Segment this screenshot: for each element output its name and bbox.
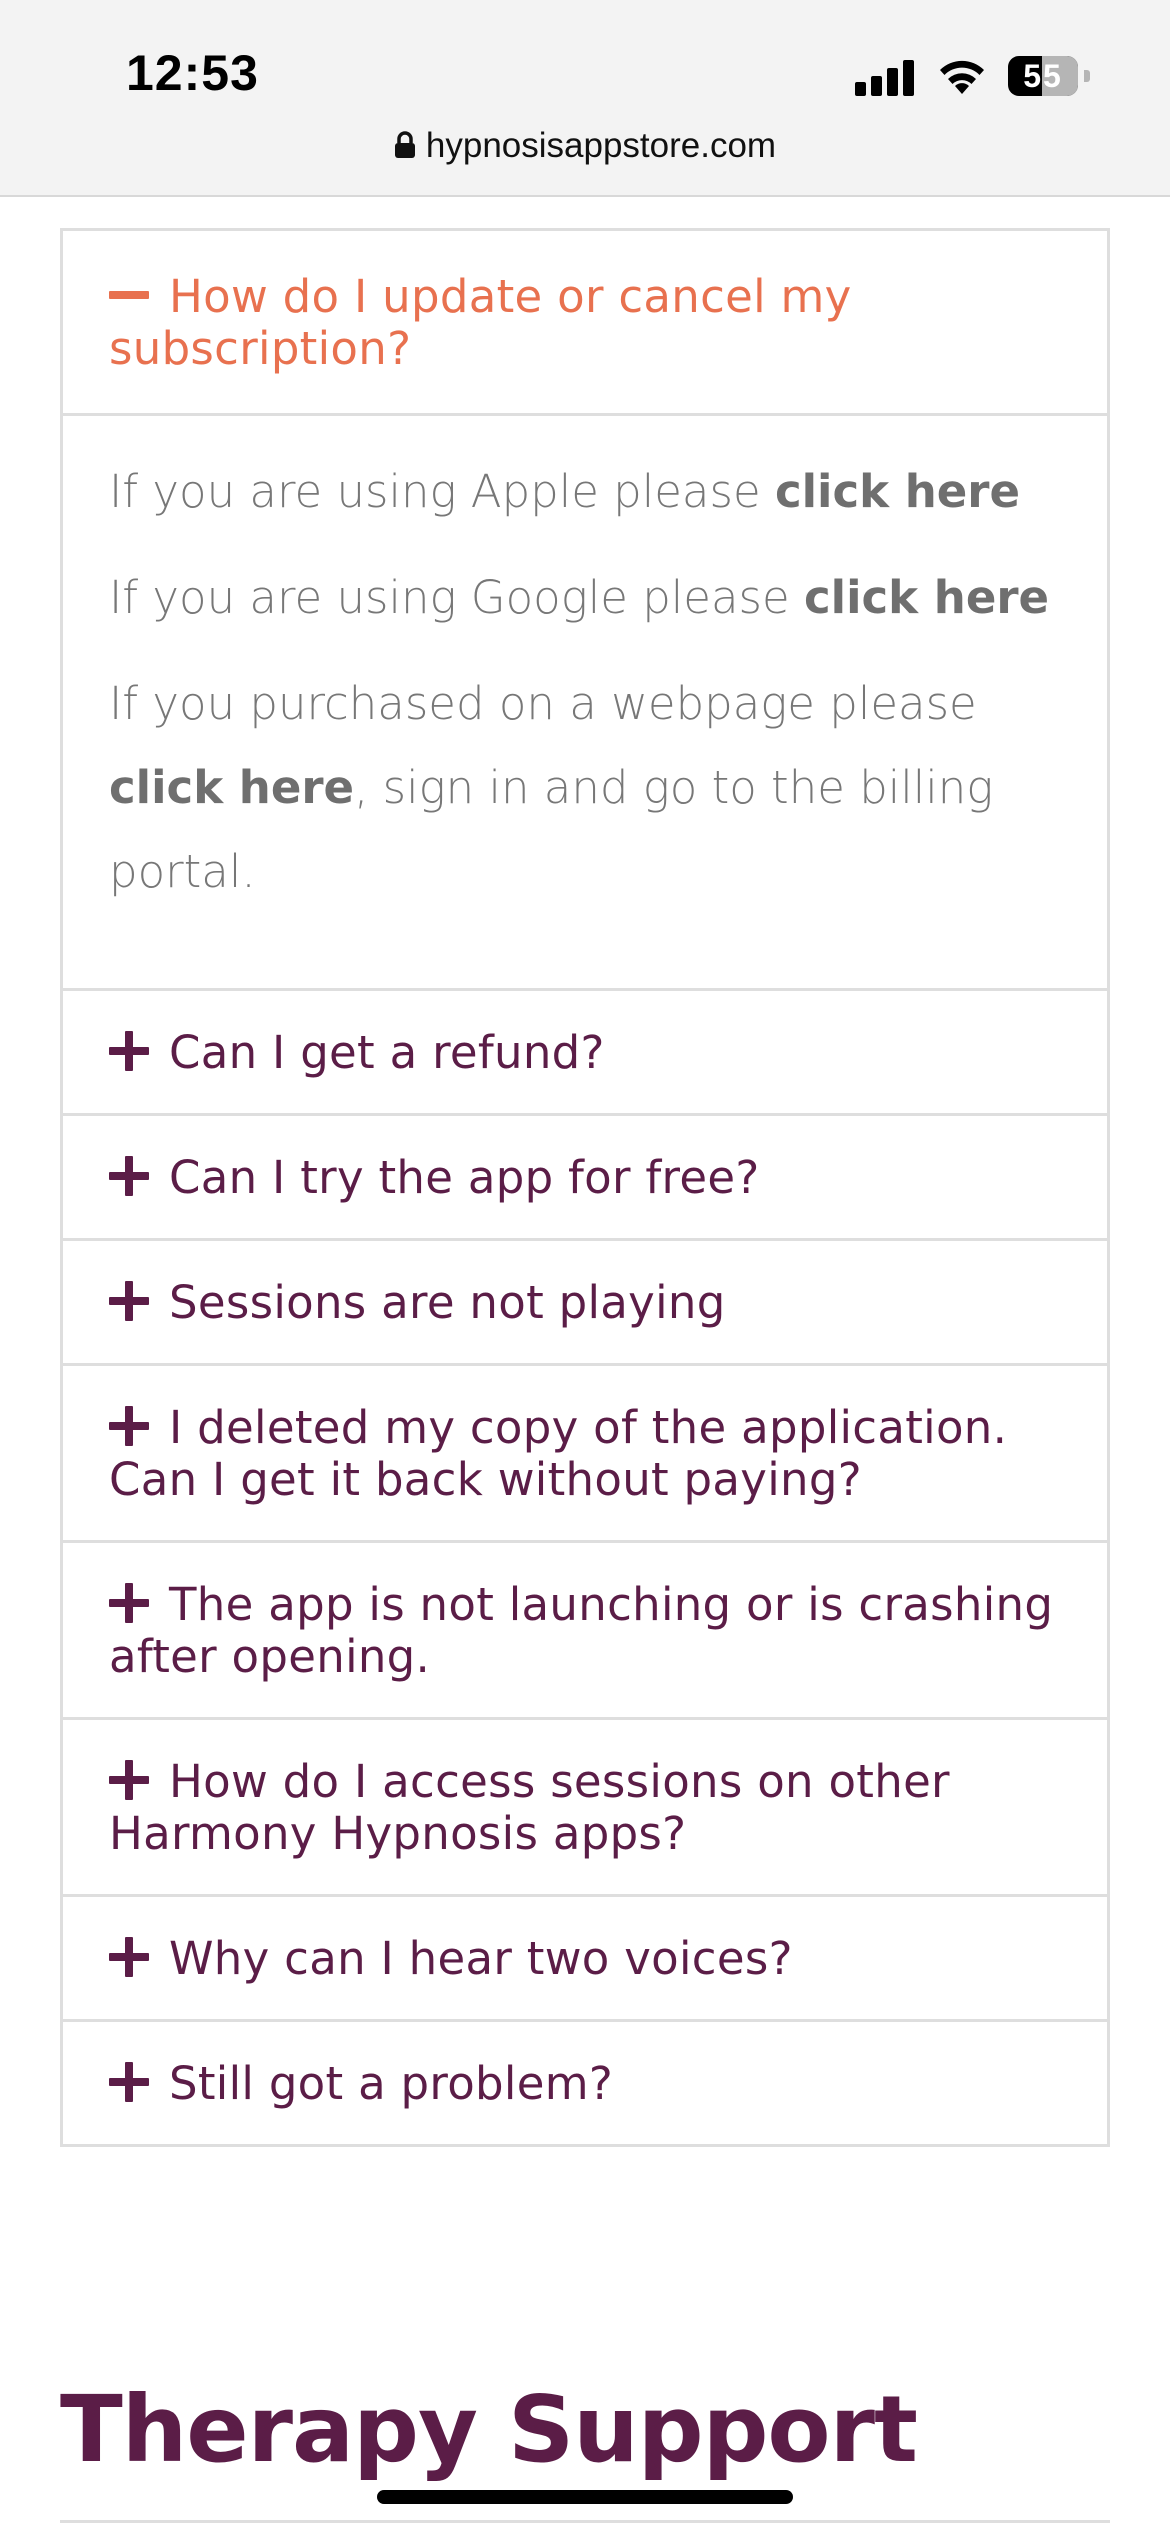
answer-google (109, 556, 1063, 640)
url-text: hypnosisappstore.com (425, 126, 777, 165)
address-bar[interactable] (0, 126, 1170, 166)
faq-item (63, 1720, 1107, 1897)
next-section-box (60, 2520, 1110, 2532)
faq-question-text: I deleted my copy of the application. Can I get it back without paying? (109, 1401, 1008, 1506)
faq-question-other-apps[interactable] (63, 1720, 1107, 1894)
answer-apple-text: If you are using Apple please (109, 465, 775, 518)
answer-web (109, 662, 1063, 914)
faq-question-two-voices[interactable] (63, 1897, 1107, 2019)
faq-question-free-trial[interactable] (63, 1116, 1107, 1238)
faq-accordion (60, 228, 1110, 2147)
answer-web-text: If you purchased on a webpage please (109, 677, 977, 730)
faq-question-text: Sessions are not playing (169, 1276, 726, 1329)
battery-level: 55 (1023, 58, 1063, 94)
plus-icon (109, 1281, 149, 1321)
faq-item (63, 2022, 1107, 2144)
faq-question-text: Can I try the app for free? (169, 1151, 760, 1204)
home-indicator[interactable] (377, 2490, 793, 2504)
faq-question-refund[interactable] (63, 991, 1107, 1113)
wifi-icon (936, 54, 988, 96)
battery-tip (1084, 70, 1090, 82)
faq-item (63, 1241, 1107, 1366)
minus-icon (109, 275, 149, 315)
status-time: 12:53 (126, 45, 259, 101)
faq-question-text: How do I access sessions on other Harmony Hypnosis apps? (109, 1755, 950, 1860)
plus-icon (109, 2062, 149, 2102)
faq-item (63, 1897, 1107, 2022)
answer-google-text: If you are using Google please (109, 571, 804, 624)
faq-question-text: Why can I hear two voices? (169, 1932, 793, 1985)
lock-icon (394, 131, 416, 159)
plus-icon (109, 1760, 149, 1800)
faq-question-still-problem[interactable] (63, 2022, 1107, 2144)
browser-top-bar (0, 0, 1170, 197)
faq-question-not-playing[interactable] (63, 1241, 1107, 1363)
faq-item (63, 1366, 1107, 1543)
faq-question-text: Can I get a refund? (169, 1026, 605, 1079)
answer-web-suffix: , sign in and go to the billing portal. (109, 761, 994, 898)
cellular-signal-icon (855, 60, 915, 96)
faq-item (63, 1543, 1107, 1720)
plus-icon (109, 1031, 149, 1071)
plus-icon (109, 1156, 149, 1196)
apple-click-here-link[interactable]: click here (774, 465, 1021, 518)
plus-icon (109, 1406, 149, 1446)
plus-icon (109, 1937, 149, 1977)
faq-item (63, 1116, 1107, 1241)
faq-question-deleted-app[interactable] (63, 1366, 1107, 1540)
battery-icon (1008, 56, 1078, 96)
faq-question-text: Still got a problem? (169, 2057, 614, 2110)
faq-question-crashing[interactable] (63, 1543, 1107, 1717)
faq-question-text: How do I update or cancel my subscription? (109, 270, 852, 375)
section-title: Therapy Support (60, 2376, 917, 2484)
google-click-here-link[interactable]: click here (803, 571, 1050, 624)
plus-icon (109, 1583, 149, 1623)
faq-question-open[interactable] (63, 231, 1107, 413)
faq-item (63, 991, 1107, 1116)
answer-apple (109, 450, 1063, 534)
web-click-here-link[interactable]: click here (109, 761, 355, 814)
faq-question-text: The app is not launching or is crashing after opening. (109, 1578, 1054, 1683)
faq-item-open (63, 231, 1107, 991)
faq-answer (63, 413, 1107, 988)
